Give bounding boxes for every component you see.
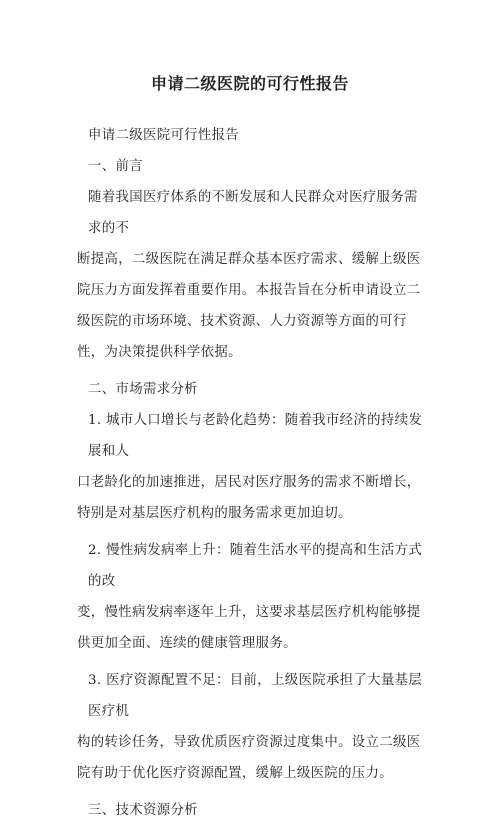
market-item-2 <box>77 535 431 659</box>
section-heading-market: 二、市场需求分析 <box>88 382 198 397</box>
market-item-3 <box>77 665 431 789</box>
document-title: 申请二级医院的可行性报告 <box>150 74 349 93</box>
paragraph-first-line: 2. 慢性病发病率上升：随着生活水平的提高和生活方式的改 <box>88 543 423 589</box>
paragraph-continuation: 断提高，二级医院在满足群众基本医疗需求、缓解上级医院压力方面发挥着重要作用。本报告旨在分析申请设立二级医院的市场环境、技术资源、人力资源等方面的可行性，为决策提供科学依据。 <box>77 252 421 360</box>
paragraph-first-line: 1. 城市人口增长与老龄化趋势：随着我市经济的持续发展和人 <box>88 413 423 459</box>
paragraph-continuation: 口老龄化的加速推进，居民对医疗服务的需求不断增长，特别是对基层医疗机构的服务需求更加迫切。 <box>77 475 421 521</box>
paragraph-first-line: 3. 医疗资源配置不足：目前，上级医院承担了大量基层医疗机 <box>88 673 423 719</box>
paragraph-continuation: 构的转诊任务，导致优质医疗资源过度集中。设立二级医院有助于优化医疗资源配置，缓解上级医院的压力。 <box>77 735 421 781</box>
document-subtitle: 申请二级医院可行性报告 <box>88 128 240 143</box>
market-item-1 <box>77 405 431 529</box>
document-body <box>77 120 431 826</box>
paragraph-continuation: 变，慢性病发病率逐年上升，这要求基层医疗机构能够提供更加全面、连续的健康管理服务。 <box>77 605 421 651</box>
paragraph-first-line: 随着我国医疗体系的不断发展和人民群众对医疗服务需求的不 <box>88 190 418 236</box>
section-heading-intro: 一、前言 <box>88 159 143 174</box>
intro-paragraph <box>77 182 431 368</box>
section-heading-technical: 三、技术资源分析 <box>88 803 198 818</box>
